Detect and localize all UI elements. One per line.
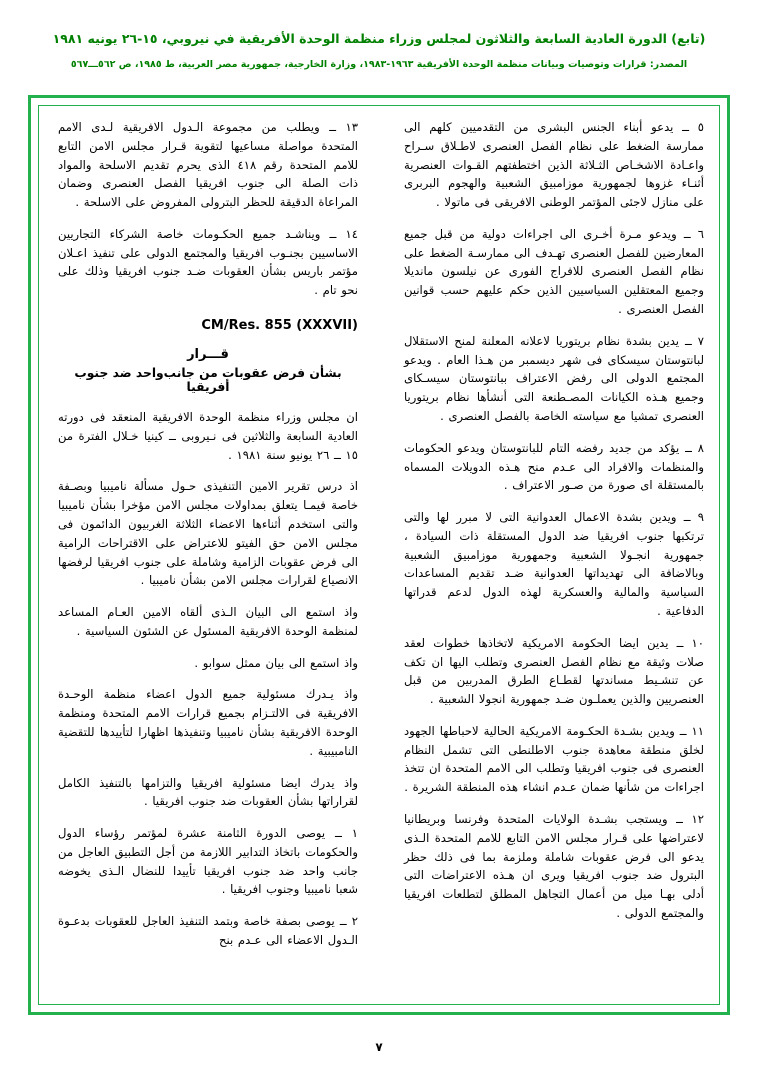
paragraph: واذ يـدرك مسئولية جميع الدول اعضاء منظمة الوحـدة الافريقية فى الالتـزام بجميع قرارات الامم المتحدة ومنظمة الوحدة الافريقية بشأن ناميبيا وتنفيذها اظهارا لتأييدها للتقضية النامبيبية . — [58, 687, 358, 758]
paragraph: ٩ ــ ويدين بشدة الاعمال العدوانية التى لا مبرر لها والتى ترتكبها جنوب افريقيا ضد الدول المستقلة ذات السيادة ، جمهورية انجـولا الشعبية وجمهورية موزامبيق الشعبية وبالاضافة الى تهديداتها العدوانية ضـد تقديم المساعدات السياسية والمالية والعسكرية لهذه الدول لدعم قدراتها الدفاعية . — [404, 510, 704, 618]
paragraph: ١٠ ــ يدين ايضا الحكومة الامريكية لاتخاذها خطوات لعقد صلات وثيقة مع نظام الفصل العنصرى وتطلب اليها ان تكف عن تنشـيط مساندتها لقطـاع الطرق المدربين من قبل العنصريين والذين يعملـون ضـد جمهورية انجولا الشعبية . — [404, 635, 704, 707]
header-title: (تابع) الدورة العادية السابعة والثلاثون لمجلس وزراء منظمة الوحدة الأفريقية في نيروبي، ١٥-٢٦ يونيه ١٩٨١ — [52, 31, 706, 46]
header-source: المصدر: ‏قرارات وتوصيات وبيانات منظمة الوحدة الأفريقية ١٩٦٣-١٩٨٣، وزارة الخارجية، جمهورية مصر العربية، ط ١٩٨٥، ص ٥٦٢ـــ٥٦٧ — [70, 58, 688, 70]
paragraph: ١٢ ــ ويستجب بشـدة الولايات المتحدة وفرنسا وبريطانيا لاعتراضها على قـرار مجلس الامن التابع للامم المتحدة الـذى يدعو الى فرض عقوبات شاملة وملزمة بما فى ذلك حظر البترول ضد جنوب افريقيا ويرى ان هـذه الاعتراضات التى أدلى بهـا ميل من أعمال التجاهل المطلق لتطلعات افريقيا والمجتمع الدولى . — [404, 812, 704, 920]
paragraph: ١٤ ــ ويناشـد جميع الحكـومات خاصة الشركاء التجاريين الاساسيين بجنـوب افريقيا والمجتمع الدولى على تنفيذ اعـلان مؤتمر باريس بشأن العقوبات ضـد جنوب افريقيا وذلك على نحو تام . — [58, 226, 358, 298]
resolution-subheading: بشأن فرض عقوبات من جانب‌واحد ضد جنوب أفريقيا — [74, 366, 342, 395]
column-left — [58, 118, 358, 996]
paragraph: واذ استمع الى بيان ممثل سوابو . — [194, 655, 358, 670]
paragraph: واذ يدرك ايضا مسئولية افريقيا والتزامها بالتنفيذ الكامل لقراراتها بشأن العقوبات ضد جنوب افريقيا . — [58, 775, 358, 809]
paragraph: ١٣ ــ ويطلب من مجموعة الـدول الافريقية لـدى الامم المتحدة مواصلة مساعيها لتقوية قـرار مجلس الامن التابع للامم المتحدة رقم ٤١٨ الذى يحرم تقديم الاسلحة والمواد ذات الصلة الى جنوب افريقيا الفصل العنصرى وضمان المراعاة الدقيقة للحظر البترولى المفروض على الاسلحة . — [58, 120, 358, 210]
paragraph: ٦ ــ ويدعو مـرة أخـرى الى اجراءات دولية من قبل جميع المعارضين للفصل العنصرى تهـدف الى ممارسـة الضغط على نظام الفصل العنصرى للافراج الفورى عن نيلسون مانديلا وجميع المعتقلين السياسيين الذين حكم عليهم حسب قوانين الفصل العنصرى . — [404, 226, 704, 317]
text-columns — [30, 112, 728, 1002]
resolution-heading: قـــرار — [187, 347, 229, 363]
paragraph: ١١ ــ ويدين بشـدة الحكـومة الامريكية الحالية لاحباطها الجهود لخلق منطقة معاهدة جنوب الاطلنطى التى تشمل النظام العنصرى فى جنوب افريقيا وتطلب الى الامم المتحدة ان تتخذ اجراءات من شأنها ضمان عـدم انشاء هذه المنطقة الشريرة . — [404, 723, 704, 795]
resolution-code: CM/Res. 855 (XXXVII) — [201, 318, 358, 334]
column-right — [404, 118, 704, 996]
paragraph: ٧ ــ يدين بشدة نظام بريتوريا لاعلانه المعلنة لمنح الاستقلال لبانتوستان سيسكاى فى شهر ديسمبر من هـذا العام . ويدعو المجتمع الدولى الى رفض الاعتراف ببانتوستان سيسـكاى وجميع هـذه الكيانات المصـطنعة التى أنشأها نظام بريتوريا العنصرى تمشيا مع سياسته الخاصة بالفصل العنصرى . — [404, 333, 704, 423]
paragraph: ان مجلس وزراء منظمة الوحدة الافريقية المنعقد فى دورته العادية السابعة والثلاثين فى نـيروبى ــ كينيا خـلال الفترة من ١٥ ــ ٢٦ يونيو سنة ١٩٨١ . — [58, 410, 358, 462]
page-header — [0, 0, 758, 72]
page-number: ٧ — [375, 1040, 383, 1054]
paragraph: ٨ ــ يؤكد من جديد رفضه التام للبانتوستان ويدعو الحكومات والمنظمات والافراد الى عـدم منح هـذه الدويلات المسماه بالمستقلة اى صورة من صـور الاعتراف . — [404, 440, 704, 493]
paragraph: ٢ ــ يوصى بصفة خاصة وبتمد التنفيذ العاجل للعقوبات بدعـوة الـدول الاعضاء الى عـدم بنح — [58, 914, 358, 947]
paragraph: ٥ ــ يدعو أبناء الجنس البشرى من التقدميين كلهم الى ممارسة الضغط على نظام الفصل العنصرى لاطـلاق سـراح واعـادة الاشخـاص الثـلاثة الذين اختطفتهم القـوات العنصرية أثنـاء غزوها لجمهورية موزامبيق الشعبية والهجوم البربرى على منازل لاجئى المؤتمر الوطنى الافريقى فى ماتولا . — [404, 120, 704, 210]
paragraph: ١ ــ يوصى الدورة الثامنة عشرة لمؤتمر رؤساء الدول والحكومات باتخاذ التدابير اللازمة من أجل التطبيق العاجل من جانب واحد ضد جنوب افريقيا تأييدا للنضال الـذى يخوضه شعبا ناميبيا وجنوب افريقيا . — [58, 826, 358, 897]
paragraph: واذ استمع الى البيان الـذى ألقاه الامين العـام المساعد لمنظمة الوحدة الافريقية المسئول عن الشئون السياسية . — [58, 605, 358, 638]
paragraph: اذ درس تقرير الامين التنفيذى حـول مسألة ناميبيا وبصـفة خاصة فيمـا يتعلق بمداولات مجلس الامن مؤخرا بشأن ناميبيا والتى استخدم أثناءها الاعضاء الثلاثة الغربيون الدائمون فى مجلس الامن حق الفيتو للاعتراض على الاقتراحات الرامية الى فرض عقوبات الزامية وشاملة على جنوب افريقيا لرفضها الانصياع لقرارات مجلس الامن بشأن ناميبيا . — [58, 479, 358, 588]
